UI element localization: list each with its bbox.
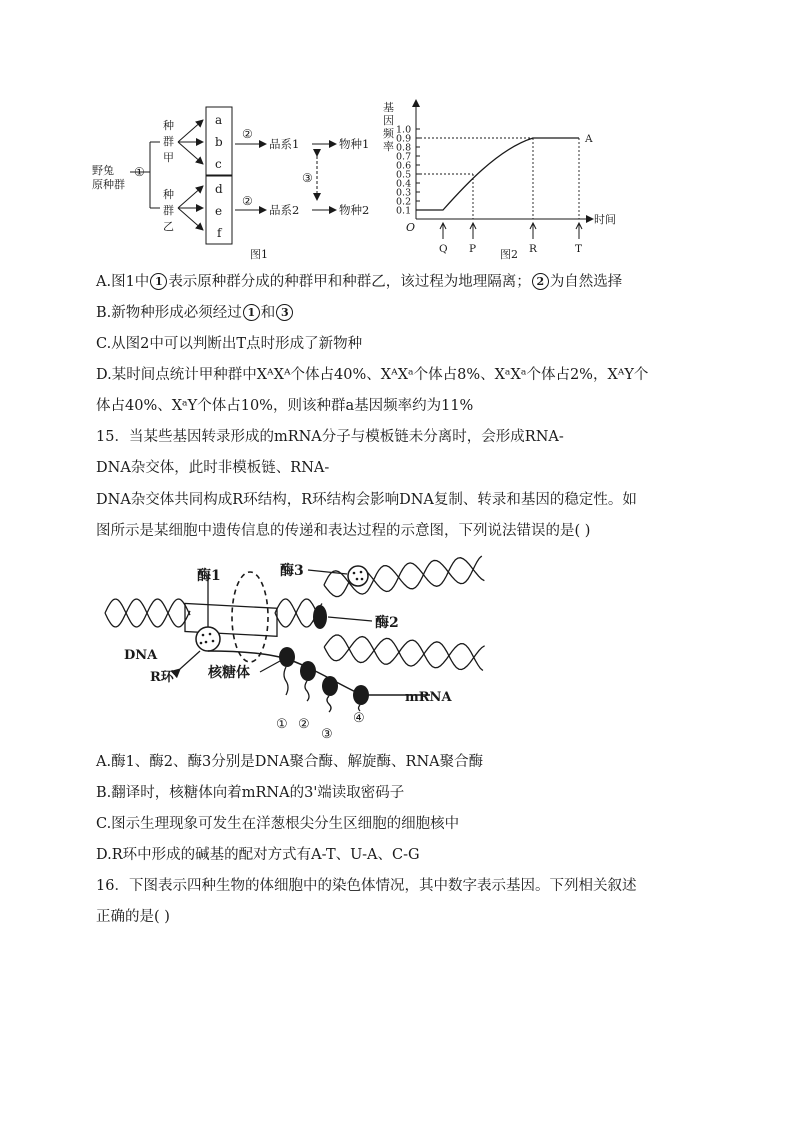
step-3-label: ③ <box>302 171 313 185</box>
dna-label: DNA <box>124 648 158 663</box>
population-yi-label: 乙 <box>163 220 174 233</box>
q15-stem: DNA杂交体，此时非模板链、RNA- <box>96 460 330 476</box>
strain-1-label: 品系1 <box>269 137 300 151</box>
point-a-label: A <box>585 133 593 145</box>
ribosome <box>279 647 295 667</box>
q15-stem: 图所示是某细胞中遗传信息的传递和表达过程的示意图，下列说法错误的是( ) <box>96 523 591 539</box>
figure-1-caption: 图1 <box>250 248 268 261</box>
enzyme-2-label: 酶2 <box>375 615 399 631</box>
y-axis-label: 因 <box>383 114 394 127</box>
y-tick-label: 0.8 <box>396 142 412 154</box>
box2-item: d <box>215 182 223 196</box>
y-tick-label: 1.0 <box>396 124 412 136</box>
y-axis-label: 基 <box>383 101 394 114</box>
box2-item: f <box>217 226 222 240</box>
q14-option-c: C.从图2中可以判断出T点时形成了新物种 <box>96 336 363 352</box>
q15-stem: DNA杂交体共同构成R环结构，R环结构会影响DNA复制、转录和基因的稳定性。如 <box>96 492 637 508</box>
q14-option-d: D.某时间点统计甲种群中XᴬXᴬ个体占40%、XᴬXᵃ个体占8%、XᵃXᵃ个体占2%，XᴬY个 <box>96 367 649 383</box>
q15-option-a: A.酶1、酶2、酶3分别是DNA聚合酶、解旋酶、RNA聚合酶 <box>96 754 484 770</box>
q14-option-a-text: A.图1中 <box>96 274 150 290</box>
enzyme-1-label: 酶1 <box>197 568 221 584</box>
y-axis-label: 频 <box>383 127 394 140</box>
q14-option-a-text: 为自然选择 <box>549 274 623 290</box>
population-yi-label: 种 <box>163 188 174 201</box>
q14-option-d-continued: 体占40%、XᵃY个体占10%，则该种群a基因频率约为11% <box>96 398 474 414</box>
y-tick-label: 0.3 <box>396 187 412 199</box>
y-tick-label: 0.7 <box>396 151 412 163</box>
population-yi-label: 群 <box>163 204 174 217</box>
x-axis-label: 时间 <box>594 213 616 226</box>
x-mark-label: T <box>575 243 583 255</box>
peptide-number: ① <box>276 717 288 732</box>
q14-option-b-text: 和 <box>260 305 276 321</box>
strain-2-label: 品系2 <box>269 203 300 217</box>
peptide-number: ② <box>298 717 310 732</box>
peptide-number: ④ <box>353 711 365 726</box>
y-tick-label: 0.4 <box>396 178 412 190</box>
q16-stem: 16．下图表示四种生物的体细胞中的染色体情况，其中数字表示基因。下列相关叙述 <box>96 878 637 894</box>
q15-stem: 15．当某些基因转录形成的mRNA分子与模板链未分离时，会形成RNA- <box>96 429 564 445</box>
q14-option-b <box>96 303 294 323</box>
y-tick-label: 0.5 <box>396 169 412 181</box>
step-1-label: ① <box>134 165 145 179</box>
origin-population-label: 原种群 <box>92 178 125 191</box>
enzyme-1 <box>196 627 220 651</box>
figure-1-speciation-diagram <box>90 100 380 265</box>
peptide-number: ③ <box>321 727 333 742</box>
y-tick-label: 0.2 <box>396 196 412 208</box>
ribosome <box>322 676 338 696</box>
x-mark-label: Q <box>439 243 448 255</box>
population-jia-label: 群 <box>163 135 174 148</box>
ribosome <box>353 685 369 705</box>
q15-option-d: D.R环中形成的碱基的配对方式有A-T、U-A、C-G <box>96 847 420 863</box>
origin-population-label: 野兔 <box>92 164 114 177</box>
q16-stem: 正确的是( ) <box>96 909 170 925</box>
figure-2-caption: 图2 <box>500 248 518 261</box>
r-loop-label: R环 <box>150 670 174 685</box>
y-axis-label: 率 <box>383 140 394 153</box>
y-tick-label: 0.6 <box>396 160 412 172</box>
population-jia-label: 种 <box>163 119 174 132</box>
q14-option-a <box>96 272 622 292</box>
q15-option-b: B.翻译时，核糖体向着mRNA的3'端读取密码子 <box>96 785 405 801</box>
dna-double-helix <box>105 599 322 627</box>
origin-label: O <box>406 221 416 234</box>
x-mark-label: R <box>529 243 537 255</box>
enzyme-2 <box>313 605 327 629</box>
box1-item: c <box>215 157 222 171</box>
q15-option-c: C.图示生理现象可发生在洋葱根尖分生区细胞的细胞核中 <box>96 816 460 832</box>
y-tick-label: 0.1 <box>396 205 412 217</box>
x-mark-label: P <box>469 243 477 255</box>
box2-item: e <box>215 204 223 218</box>
box1-item: b <box>215 135 223 149</box>
species-1-label: 物种1 <box>339 137 370 151</box>
ribosome-label: 核糖体 <box>208 665 250 681</box>
circled-1: 1 <box>243 304 260 321</box>
enzyme-3-label: 酶3 <box>280 563 304 579</box>
y-tick-label: 0.9 <box>396 133 412 145</box>
population-jia-label: 甲 <box>163 151 174 164</box>
ribosome <box>300 661 316 681</box>
enzyme-3 <box>348 566 368 586</box>
species-2-label: 物种2 <box>339 203 370 217</box>
replicated-dna-strands <box>323 555 485 671</box>
box1-item: a <box>215 113 223 127</box>
figure-2-gene-frequency-chart <box>380 95 630 265</box>
step-2-label: ② <box>242 127 253 141</box>
q14-option-a-text: 表示原种群分成的种群甲和种群乙，该过程为地理隔离； <box>168 274 531 290</box>
circled-3: 3 <box>276 304 293 321</box>
circled-2: 2 <box>532 273 549 290</box>
mrna-label: mRNA <box>405 690 452 705</box>
step-2-label: ② <box>242 194 253 208</box>
figure-r-loop-diagram <box>100 555 500 745</box>
circled-1: 1 <box>150 273 167 290</box>
q14-option-b-text: B.新物种形成必须经过 <box>96 305 242 321</box>
